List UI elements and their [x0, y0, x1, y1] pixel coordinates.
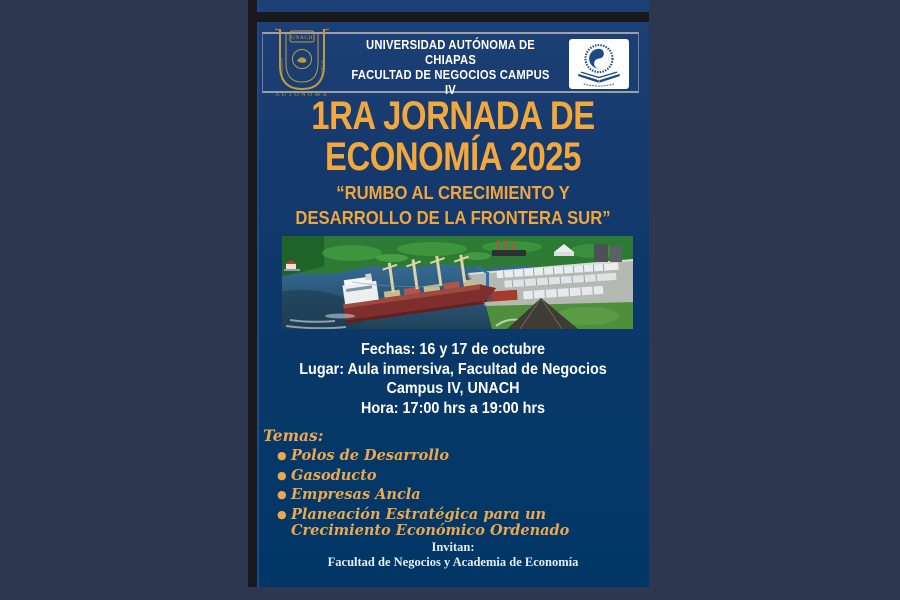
- bullet-icon: ●: [277, 468, 287, 482]
- event-details: [277, 340, 630, 418]
- topic-text: Empresas Ancla: [291, 486, 421, 503]
- organizers-names: Facultad de Negocios y Academia de Economía: [327, 554, 579, 569]
- topic-text: Gasoducto: [291, 466, 377, 484]
- event-location-line1: Lugar: Aula inmersiva, Facultad de Negocios: [299, 360, 607, 378]
- svg-text:DE CHIAPAS: DE CHIAPAS: [320, 59, 324, 79]
- university-name-line2: CHIAPAS: [424, 53, 477, 67]
- event-dates: Fechas: 16 y 17 de octubre: [360, 341, 546, 358]
- unach-crest-icon: [270, 25, 334, 99]
- event-slogan: [277, 180, 630, 230]
- bullet-icon: ●: [277, 449, 287, 462]
- faculty-logo-box: [569, 39, 629, 89]
- svg-text:AUTONOMA: AUTONOMA: [274, 92, 330, 98]
- header-institution-text: [347, 38, 555, 98]
- topics-heading: Temas:: [263, 426, 324, 445]
- event-title-line1: 1RA JORNADA DE: [311, 94, 595, 138]
- poster-top-dark-bar: [257, 12, 649, 22]
- event-title: [292, 96, 613, 178]
- topic-item: [263, 448, 635, 465]
- topic-item: [263, 468, 635, 485]
- topic-item: [263, 507, 635, 540]
- poster-header: [262, 32, 639, 98]
- event-time: Hora: 17:00 hrs a 19:00 hrs: [360, 399, 546, 417]
- topic-text: Planeación Estratégica para un Crecimiento Económico Ordenado: [291, 505, 570, 539]
- organizers-footer: [257, 540, 649, 569]
- svg-text:UNIVERSIDAD: UNIVERSIDAD: [280, 58, 284, 80]
- topics-list: [263, 448, 639, 540]
- business-faculty-yinyang-emblem-icon: [572, 41, 626, 87]
- bullet-icon: ●: [277, 488, 287, 501]
- event-slogan-line1: “RUMBO AL CRECIMIENTO Y: [336, 182, 570, 203]
- svg-text:UNACH: UNACH: [290, 35, 314, 41]
- organizers-label: Invitan:: [431, 540, 475, 554]
- event-title-line2: ECONOMÍA 2025: [325, 135, 581, 179]
- faculty-name-line: FACULTAD DE NEGOCIOS CAMPUS IV: [351, 68, 550, 97]
- topics-section: [263, 427, 639, 543]
- topic-item: [263, 487, 635, 504]
- university-name-line1: UNIVERSIDAD AUTÓNOMA DE: [366, 38, 535, 52]
- event-poster: [248, 0, 649, 587]
- event-slogan-line2: DESARROLLO DE LA FRONTERA SUR”: [295, 207, 611, 228]
- event-location-line2: Campus IV, UNACH: [386, 380, 520, 397]
- bullet-icon: ●: [277, 507, 287, 521]
- aerial-port-cargo-ship-photo: [282, 236, 633, 329]
- topic-text: Polos de Desarrollo: [291, 447, 449, 464]
